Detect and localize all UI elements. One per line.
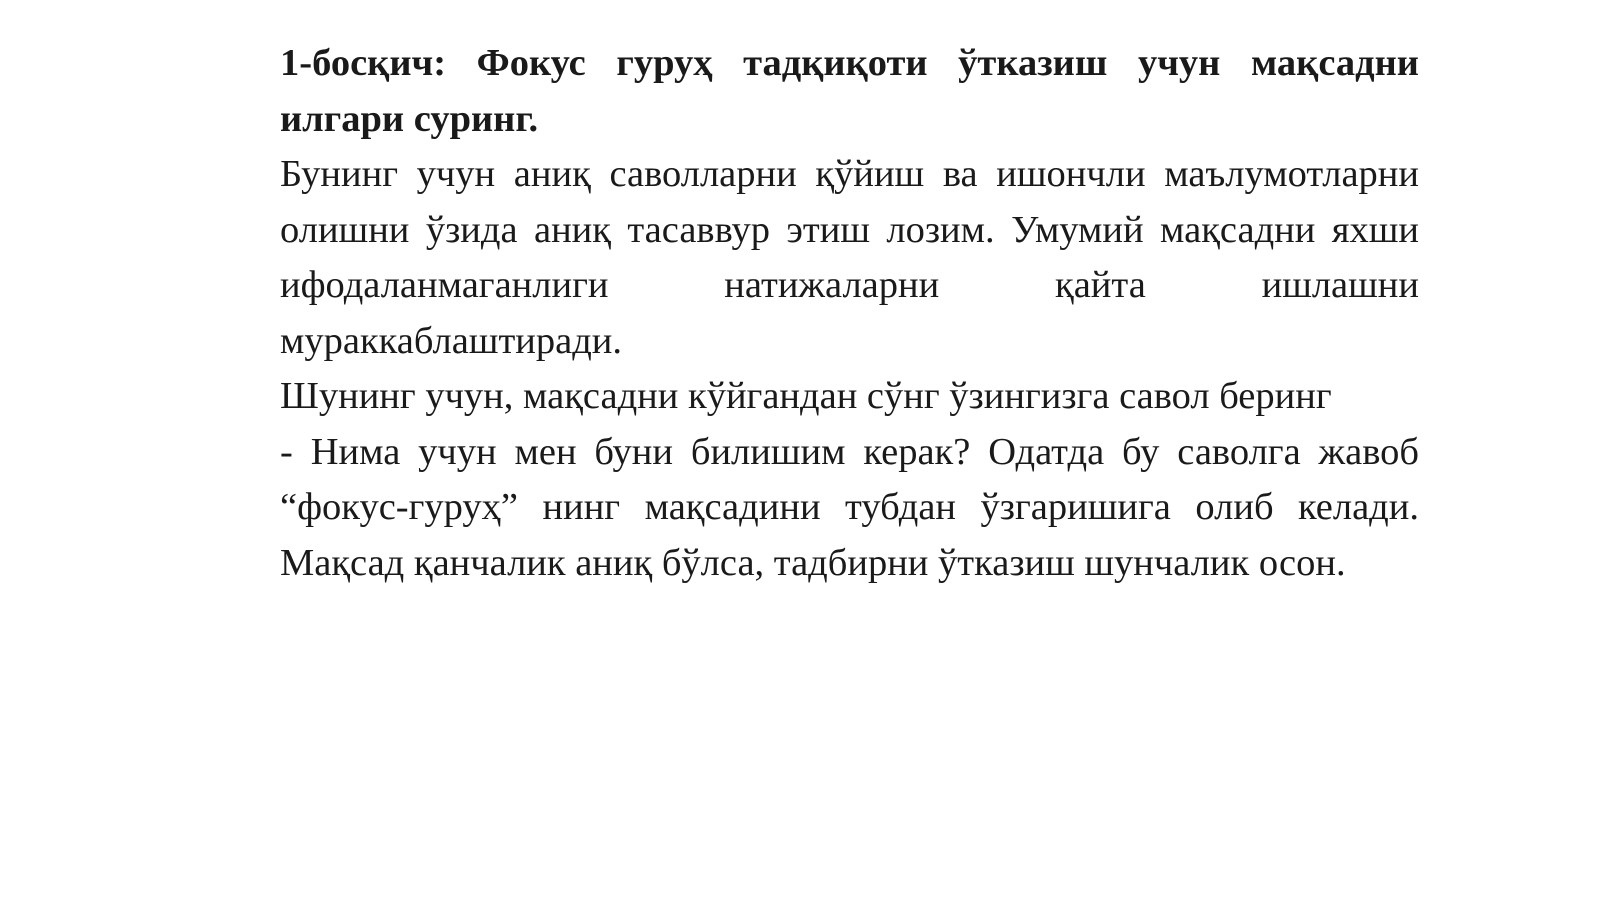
paragraph-ask-yourself: Шунинг учун, мақсадни кўйгандан сўнг ўзингизга савол беринг [280,375,1332,417]
step-heading: 1-босқич: Фокус гуруҳ тадқиқоти ўтказиш учун мақсадни илгари суринг. [280,42,1419,140]
text-block [280,36,1419,591]
paragraph-question: - Нима учун мен буни билишим керак? Одатда бу саволга жавоб “фокус-гуруҳ” нинг мақсадини тубдан ўзгаришига олиб келади. Мақсад қанчалик аниқ бўлса, тадбирни ўтказиш шунчалик осон. [280,430,1419,584]
paragraph-purpose: Бунинг учун аниқ саволларни қўйиш ва ишончли маълумотларни олишни ўзида аниқ тасаввур этиш лозим. Умумий мақсадни яхши ифодаланмаганлиги натижаларни қайта ишлашни мураккаблаштиради. [280,153,1419,362]
